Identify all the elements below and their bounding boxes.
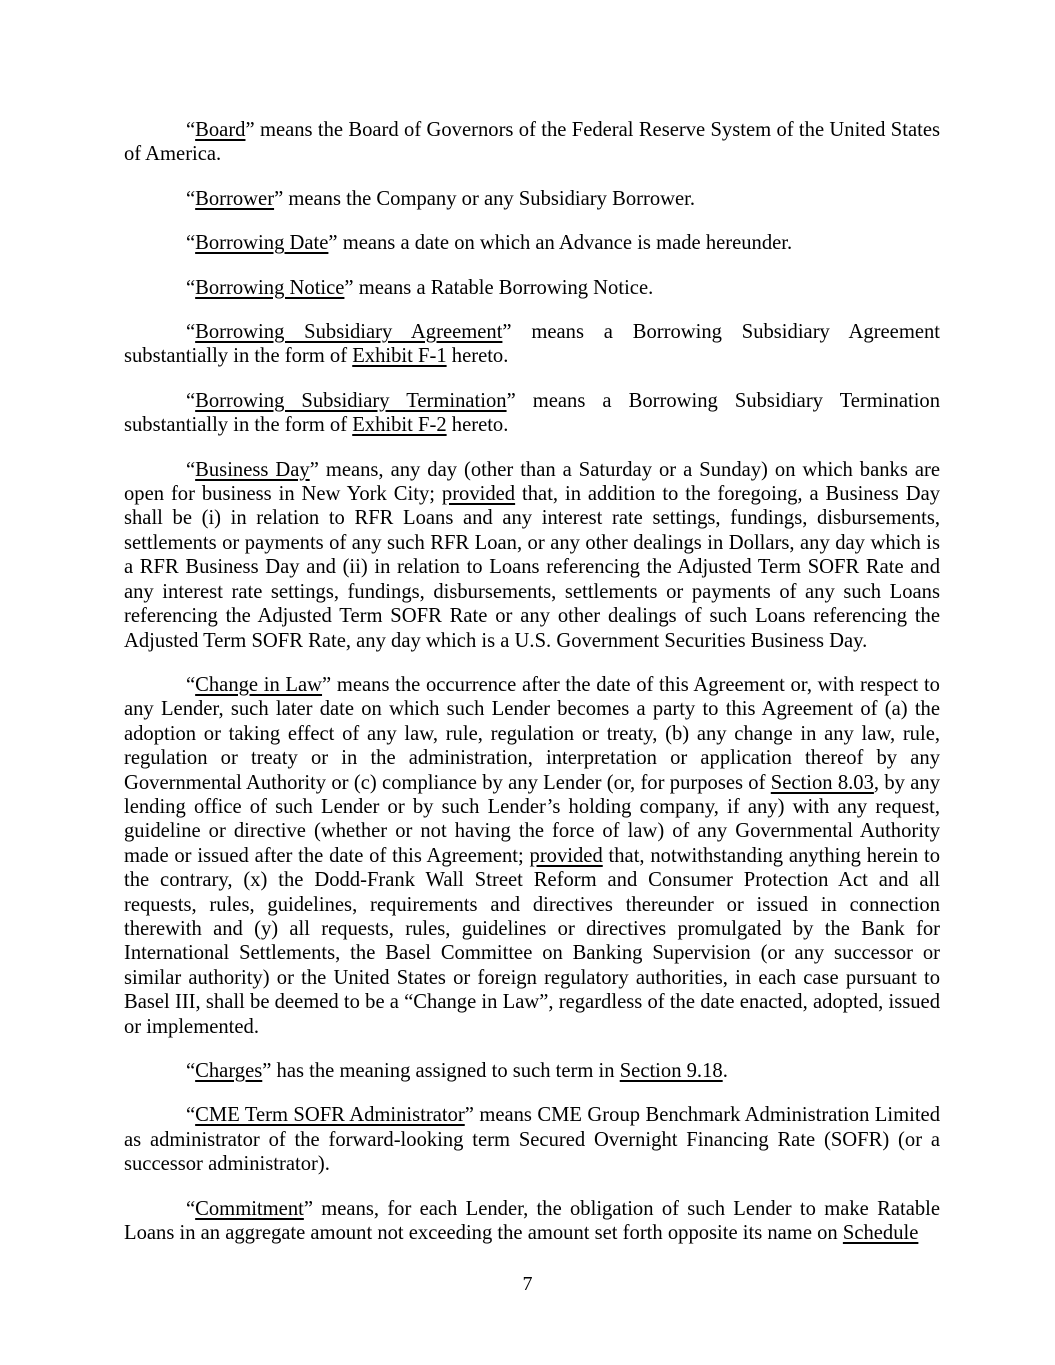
- paragraph: [124, 458, 940, 653]
- text-run: ” has the meaning assigned to such term in: [262, 1060, 620, 1082]
- text-run: hereto.: [446, 345, 509, 368]
- defined-term: Exhibit F-2: [352, 414, 447, 437]
- page-number: 7: [522, 1273, 533, 1295]
- text-run: “: [186, 119, 196, 141]
- defined-term: Charges: [195, 1060, 263, 1082]
- defined-term: Borrowing Date: [195, 232, 329, 255]
- text-run: “: [186, 232, 196, 255]
- paragraph: [124, 276, 940, 300]
- document-body: [124, 118, 940, 1245]
- defined-term: Exhibit F-1: [352, 345, 447, 368]
- text-run: .: [722, 1060, 728, 1082]
- defined-term: provided: [529, 844, 603, 867]
- defined-term: Change in Law: [195, 673, 323, 696]
- text-run: ” means, for each Lender, the obligation of such Lender to make Ratable Loans in an aggregate amount not exceeding the amount set forth opposite its name on: [124, 1197, 940, 1245]
- defined-term: Borrowing Notice: [195, 276, 345, 299]
- defined-term: Commitment: [195, 1197, 304, 1220]
- text-run: that, in addition to the foregoing, a Business Day shall be (i) in relation to RFR Loans and any interest rate settings, fundings, disbursements, settlements or payments of any such RFR Loan, or any other dealings in Dollars, any day which is a RFR Business Day and (ii) in relation to Loans referencing the Adjusted Term SOFR Rate and any interest rate settings, fundings, disbursements, settlements or payments of any such Loans referencing the Adjusted Term SOFR Rate or any other dealings of such Loans referencing the Adjusted Term SOFR Rate, any day which is a U.S. Government Securities Business Day.: [124, 483, 941, 652]
- text-run: “: [186, 1104, 196, 1127]
- defined-term: Section 8.03: [770, 771, 874, 794]
- text-run: that, notwithstanding anything herein to the contrary, (x) the Dodd-Frank Wall Street Reform and Consumer Protection Act and all requests, rules, guidelines, requirements and directives thereunder or issued in connection therewith and (y) all requests, rules, guidelines or directives promulgated by the Bank for International Settlements, the Basel Committee on Banking Supervision (or any successor or similar authority) or the United States or foreign regulatory authorities, in each case pursuant to Basel III, shall be deemed to be a “Change in Law”, regardless of the date enacted, adopted, issued or implemented.: [124, 844, 940, 1038]
- defined-term: Schedule: [842, 1222, 919, 1245]
- paragraph: [124, 673, 940, 1039]
- text-run: ” means the Company or any Subsidiary Borrower.: [274, 187, 696, 210]
- defined-term: provided: [441, 483, 516, 506]
- text-run: “: [186, 458, 196, 481]
- text-run: “: [186, 321, 196, 344]
- text-run: “: [186, 1197, 196, 1220]
- text-run: ” means a Borrowing Subsidiary Termination substantially in the form of: [124, 389, 941, 437]
- defined-term: Borrowing Subsidiary Termination: [195, 389, 507, 412]
- text-run: ” means a Ratable Borrowing Notice.: [344, 276, 654, 299]
- defined-term: CME Term SOFR Administrator: [195, 1104, 465, 1127]
- text-run: “: [186, 1060, 196, 1082]
- defined-term: Borrowing Subsidiary Agreement: [195, 321, 503, 344]
- paragraph: [124, 187, 940, 211]
- text-run: ” means a Borrowing Subsidiary Agreement substantially in the form of: [124, 321, 940, 368]
- text-run: ” means, any day (other than a Saturday or a Sunday) on which banks are open for business in New York City;: [124, 458, 940, 506]
- text-run: hereto.: [446, 414, 509, 437]
- text-run: “: [186, 673, 196, 696]
- text-run: ” means CME Group Benchmark Administration Limited as administrator of the forward-looking term Secured Overnight Financing Rate (SOFR) (or a successor administrator).: [124, 1104, 940, 1176]
- paragraph: [124, 1103, 940, 1176]
- paragraph: [124, 231, 940, 255]
- paragraph: [124, 1059, 940, 1083]
- defined-term: Business Day: [195, 458, 310, 481]
- defined-term: Section 9.18: [619, 1060, 723, 1082]
- page-footer: [0, 1272, 1055, 1296]
- text-run: ” means the Board of Governors of the Federal Reserve System of the United States of America.: [124, 119, 940, 166]
- paragraph: [124, 1197, 940, 1246]
- text-run: , by any lending office of such Lender or by such Lender’s holding company, if any) with any request, guideline or directive (whether or not having the force of law) of any Governmental Authority made or issued after the date of this Agreement;: [124, 771, 940, 867]
- text-run: “: [186, 389, 196, 412]
- defined-term: Borrower: [195, 187, 275, 210]
- paragraph: [124, 389, 940, 438]
- text-run: “: [186, 187, 196, 210]
- paragraph: [124, 320, 940, 369]
- defined-term: Board: [195, 119, 246, 141]
- text-run: ” means a date on which an Advance is made hereunder.: [328, 232, 793, 255]
- text-run: “: [186, 276, 196, 299]
- paragraph: [124, 118, 940, 167]
- text-run: ” means the occurrence after the date of this Agreement or, with respect to any Lender, such later date on which such Lender becomes a party to this Agreement of (a) the adoption or taking effect of any law, rule, regulation or treaty, (b) any change in any law, rule, regulation or treaty or in the administration, interpretation or application thereof by any Governmental Authority or (c) compliance by any Lender (or, for purposes of: [124, 673, 940, 794]
